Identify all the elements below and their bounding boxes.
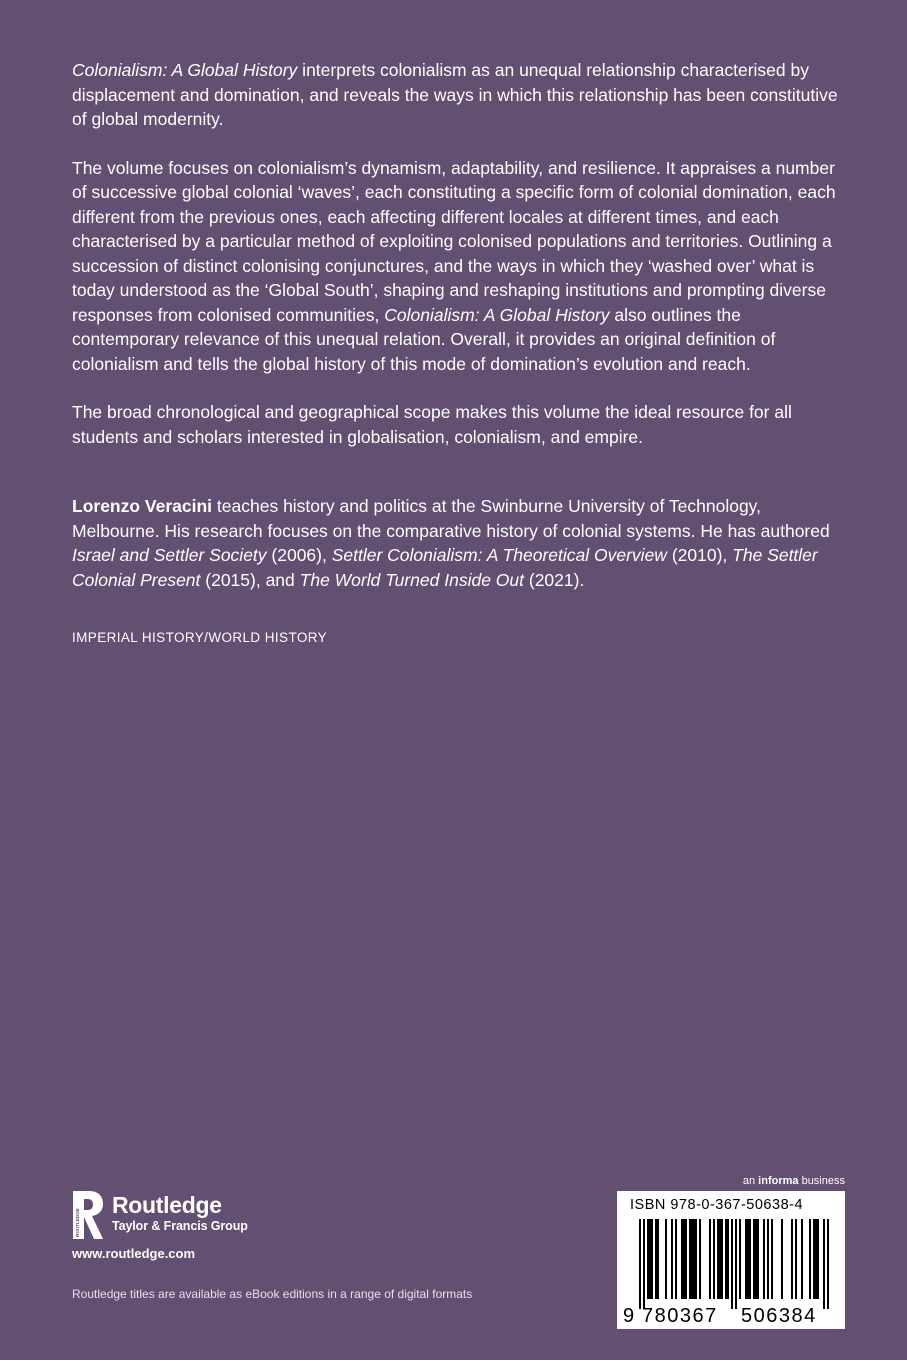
book-title: Colonialism: A Global History — [384, 304, 610, 325]
routledge-logo-icon — [72, 1190, 104, 1240]
barcode-bar — [731, 1219, 733, 1309]
barcode-bar — [671, 1219, 673, 1299]
author-book-2: Settler Colonialism: A Theoretical Overview — [331, 545, 667, 565]
barcode-bar — [757, 1219, 759, 1299]
isbn-left-group: 780367 — [642, 1305, 718, 1327]
barcode-bar — [755, 1219, 757, 1299]
blurb-paragraph-3: The broad chronological and geographical scope makes this volume the ideal resource for all students and scholars interested in globalisation, colonialism, and empire. — [72, 402, 792, 447]
barcode-bar — [689, 1219, 691, 1299]
barcode-bar — [771, 1219, 773, 1299]
isbn-label: ISBN 978-0-367-50638-4 — [630, 1197, 804, 1213]
publisher-block — [72, 1190, 572, 1301]
barcode-bar — [749, 1219, 751, 1299]
barcode-bar — [695, 1219, 697, 1299]
barcode-bar — [665, 1219, 667, 1299]
barcode-bar — [651, 1219, 653, 1299]
author-book-3: The Settler Colonial Present — [72, 545, 818, 590]
author-book-1: Israel and Settler Society — [72, 545, 267, 565]
back-cover-text — [72, 58, 842, 645]
publisher-group: Taylor & Francis Group — [112, 1219, 248, 1233]
barcode-bar — [767, 1219, 769, 1299]
isbn-first-digit: 9 — [623, 1305, 635, 1327]
barcode-bar — [747, 1219, 749, 1299]
logo-vertical-text: ROUTLEDGE — [75, 1208, 80, 1237]
barcode-bars — [639, 1219, 829, 1309]
author-book-4: The World Turned Inside Out — [299, 569, 524, 590]
barcode — [617, 1191, 845, 1329]
barcode-bar — [649, 1219, 651, 1299]
barcode-bar — [817, 1219, 819, 1299]
barcode-bar — [643, 1219, 645, 1309]
blurb-paragraph-1: Colonialism: A Global History interprets colonialism as an unequal relationship characterised by displacement and domination, and reveals the ways in which this relationship has been constitutive of global modernity. — [72, 60, 838, 129]
barcode-bar — [655, 1219, 657, 1299]
barcode-bar — [691, 1219, 693, 1299]
barcode-bar — [685, 1219, 687, 1299]
barcode-box — [617, 1191, 845, 1329]
barcode-bar — [647, 1219, 649, 1299]
author-bio: Lorenzo Veracini teaches history and politics at the Swinburne University of Technology, Melbourne. His research focuses on the comparative history of colonial systems. He has authored Israel and Settler Society (2006), Settler Colonialism: A Theoretical Overview (2010), The Settler Colonial Present (2015), and The World Turned Inside Out (2021). — [72, 496, 830, 590]
publisher-name: Routledge — [112, 1192, 222, 1218]
barcode-bar — [809, 1219, 811, 1299]
publisher-website[interactable]: www.routledge.com — [72, 1246, 196, 1261]
blurb-paragraph-2: The volume focuses on colonialism’s dynamism, adaptability, and resilience. It appraises a number of successive global colonial ‘waves’, each constituting a specific form of colonial domination, each different from the previous ones, each affecting different locales at different times, and each characterised by a particular method of exploiting colonised populations and territories. Outlining a succession of distinct colonising conjunctures, and the ways in which they ‘washed over’ what is today understood as the ‘Global South’, shaping and reshaping institutions and prompting diverse responses from colonised communities, Colonialism: A Global History also outlines the contemporary relevance of this unequal relation. Overall, it provides an original definition of colonialism and tells the global history of this mode of domination’s evolution and reach. — [72, 157, 836, 374]
barcode-bar — [815, 1219, 817, 1299]
barcode-bar — [681, 1219, 683, 1299]
barcode-bar — [675, 1219, 677, 1299]
barcode-bar — [709, 1219, 711, 1299]
barcode-bar — [693, 1219, 695, 1299]
informa-business-tag: an informa business — [742, 1175, 845, 1187]
barcode-bar — [791, 1219, 793, 1299]
author-name: Lorenzo Veracini — [72, 496, 213, 516]
barcode-bar — [739, 1219, 741, 1299]
barcode-bar — [781, 1219, 783, 1299]
barcode-bar — [639, 1219, 641, 1309]
barcode-bar — [683, 1219, 685, 1299]
barcode-bar — [713, 1219, 715, 1299]
barcode-bar — [699, 1219, 701, 1299]
barcode-bar — [735, 1219, 737, 1309]
routledge-logo — [72, 1190, 572, 1240]
ebook-note: Routledge titles are available as eBook editions in a range of digital formats — [72, 1287, 473, 1301]
barcode-bar — [657, 1219, 659, 1299]
barcode-bar — [719, 1219, 721, 1299]
barcode-bar — [745, 1219, 747, 1299]
isbn-right-group: 506384 — [741, 1305, 817, 1327]
barcode-bar — [823, 1219, 825, 1309]
barcode-bar — [801, 1219, 803, 1299]
publisher-text — [112, 1190, 248, 1234]
barcode-bar — [727, 1219, 729, 1299]
barcode-bar — [827, 1219, 829, 1309]
barcode-bar — [717, 1219, 719, 1299]
barcode-bar — [813, 1219, 815, 1299]
barcode-bar — [725, 1219, 727, 1299]
barcode-bar — [795, 1219, 797, 1299]
book-title: Colonialism: A Global History — [72, 60, 298, 80]
subject-category: IMPERIAL HISTORY/WORLD HISTORY — [72, 630, 328, 645]
barcode-bar — [753, 1219, 755, 1299]
barcode-bar — [763, 1219, 765, 1299]
isbn-barcode-block — [617, 1175, 845, 1329]
barcode-bar — [721, 1219, 723, 1299]
